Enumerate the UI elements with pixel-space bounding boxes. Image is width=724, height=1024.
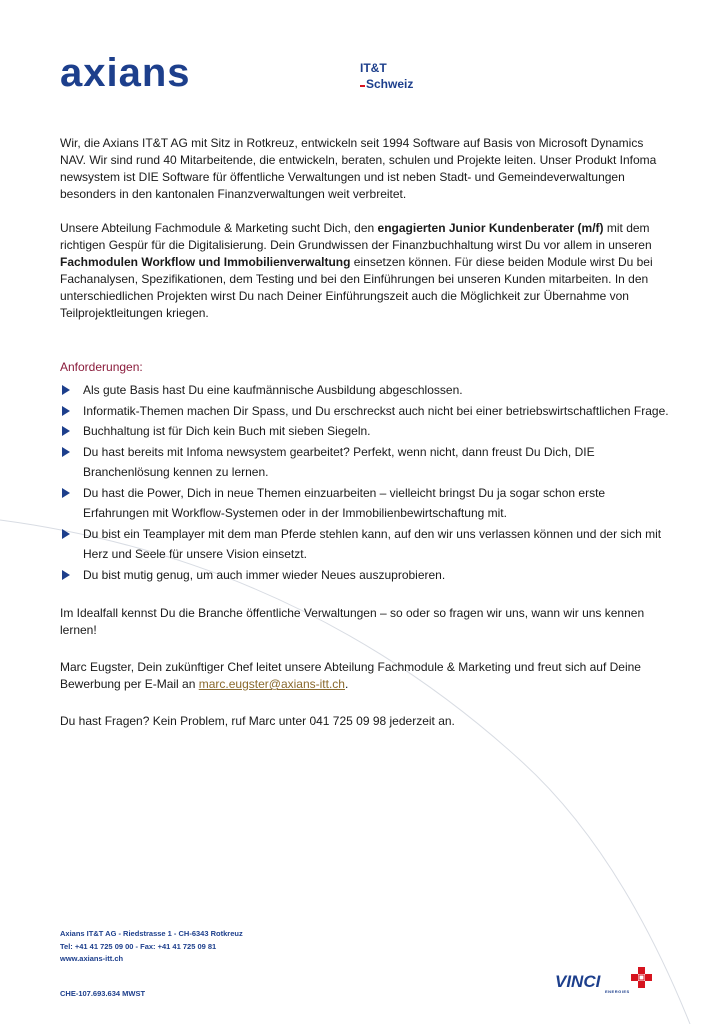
- bullet-triangle-icon: [62, 426, 70, 436]
- bullet-triangle-icon: [62, 385, 70, 395]
- p2-text-a: Unsere Abteilung Fachmodule & Marketing sucht Dich, den: [60, 221, 378, 235]
- p2-text-b: mit dem richtigen Gespür für die Digitalisierung. Dein Grundwissen der Finanzbuchhaltung wirst Du vor allem in unseren: [60, 221, 652, 252]
- footer: [60, 928, 243, 998]
- vinci-cross-icon: [631, 967, 652, 988]
- bullet-triangle-icon: [62, 406, 70, 416]
- footer-web-link[interactable]: www.axians-itt.ch: [60, 954, 124, 963]
- division-line2-wrap: [360, 76, 413, 92]
- list-item: [60, 524, 670, 565]
- ideal-paragraph: Im Idealfall kennst Du die Branche öffentliche Verwaltungen – so oder so fragen wir uns, wann wir uns kennen lernen!: [60, 606, 645, 637]
- list-item: [60, 380, 670, 401]
- division-line1: IT&T: [360, 61, 387, 75]
- list-item: [60, 483, 670, 524]
- job-title-bold: engagierten Junior Kundenberater (m/f): [377, 221, 604, 235]
- list-item-text: Du bist ein Teamplayer mit dem man Pferde stehlen kann, auf den wir uns verlassen können und der sich mit Herz und Seele für unsere Vision einsetzt.: [83, 526, 662, 561]
- list-item: [60, 401, 670, 422]
- contact-text: Marc Eugster, Dein zukünftiger Chef leitet unsere Abteilung Fachmodule & Marketing und freut sich auf Deine Bewerbung per E-Mail an: [60, 660, 641, 691]
- division-line2: Schweiz: [366, 77, 414, 91]
- letter-body: [60, 135, 670, 730]
- list-item-text: Du bist mutig genug, um auch immer wieder Neues auszuprobieren.: [83, 567, 446, 582]
- contact-paragraph: [60, 659, 670, 693]
- footer-phone: Tel: +41 41 725 09 00 - Fax: +41 41 725 09 81: [60, 941, 217, 951]
- contact-text-end: .: [344, 677, 349, 691]
- p2-text-c: einsetzen können. Für diese beiden Module wirst Du bei Fachanalysen, Spezifikationen, dem Testing und bei den Einführungen bei unseren Kunden mitarbeiten. In den unterschiedlichen Projekten wirst Du nach Deiner Einführungszeit auch die Möglichkeit zur Übernahme von Teilprojektleitungen kriegen.: [60, 255, 653, 320]
- division-label: [360, 60, 413, 92]
- red-dash-icon: [360, 85, 365, 87]
- axians-logo: [60, 53, 245, 93]
- vinci-energies-logo: [555, 964, 665, 996]
- bullet-triangle-icon: [62, 570, 70, 580]
- requirements-list: [60, 380, 670, 585]
- list-item-text: Du hast die Power, Dich in neue Themen einzuarbeiten – vielleicht bringst Du ja sogar schon erste Erfahrungen mit Workflow-Systemen oder in der Immobilienbewirtschaftung mit.: [83, 485, 606, 520]
- email-link[interactable]: marc.eugster@axians-itt.ch: [198, 677, 345, 691]
- vinci-text: VINCI: [555, 972, 601, 991]
- intro-paragraph-2: [60, 220, 670, 322]
- list-item: [60, 421, 670, 442]
- list-item: [60, 442, 670, 483]
- bullet-triangle-icon: [62, 529, 70, 539]
- list-item-text: Buchhaltung ist für Dich kein Buch mit sieben Siegeln.: [83, 424, 371, 438]
- bullet-triangle-icon: [62, 488, 70, 498]
- modules-bold: Fachmodulen Workflow und Immobilienverwaltung: [60, 255, 351, 269]
- footer-address: Axians IT&T AG - Riedstrasse 1 - CH-6343 Rotkreuz: [60, 929, 243, 938]
- logo-text: axians: [60, 53, 191, 93]
- list-item-text: Informatik-Themen machen Dir Spass, und Du erschreckst auch nicht bei einer betriebswirtschaftlichen Frage.: [83, 403, 669, 418]
- list-item-text: Du hast bereits mit Infoma newsystem gearbeitet? Perfekt, wenn nicht, dann freust Du Dich, DIE Branchenlösung kennen zu lernen.: [83, 444, 595, 479]
- list-item-text: Als gute Basis hast Du eine kaufmännische Ausbildung abgeschlossen.: [83, 383, 463, 397]
- footer-mwst: CHE-107.693.634 MWST: [60, 989, 146, 998]
- axians-logo-icon: [60, 53, 245, 93]
- vinci-subtitle: ENERGIES: [605, 989, 630, 994]
- bullet-triangle-icon: [62, 447, 70, 457]
- questions-paragraph: Du hast Fragen? Kein Problem, ruf Marc unter 041 725 09 98 jederzeit an.: [60, 714, 455, 728]
- requirements-title: Anforderungen:: [60, 360, 143, 374]
- list-item: [60, 565, 670, 586]
- intro-paragraph-1: Wir, die Axians IT&T AG mit Sitz in Rotkreuz, entwickeln seit 1994 Software auf Basis von Microsoft Dynamics NAV. Wir sind rund 40 Mitarbeitende, die entwickeln, beraten, schulen und Projekte leiten. Unser Produkt Infoma newsystem ist DIE Software für öffentliche Verwaltungen und ist neben Stadt- und Gemeindeverwaltungen besonders in den kantonalen Finanzverwaltungen weit verbreitet.: [60, 136, 657, 201]
